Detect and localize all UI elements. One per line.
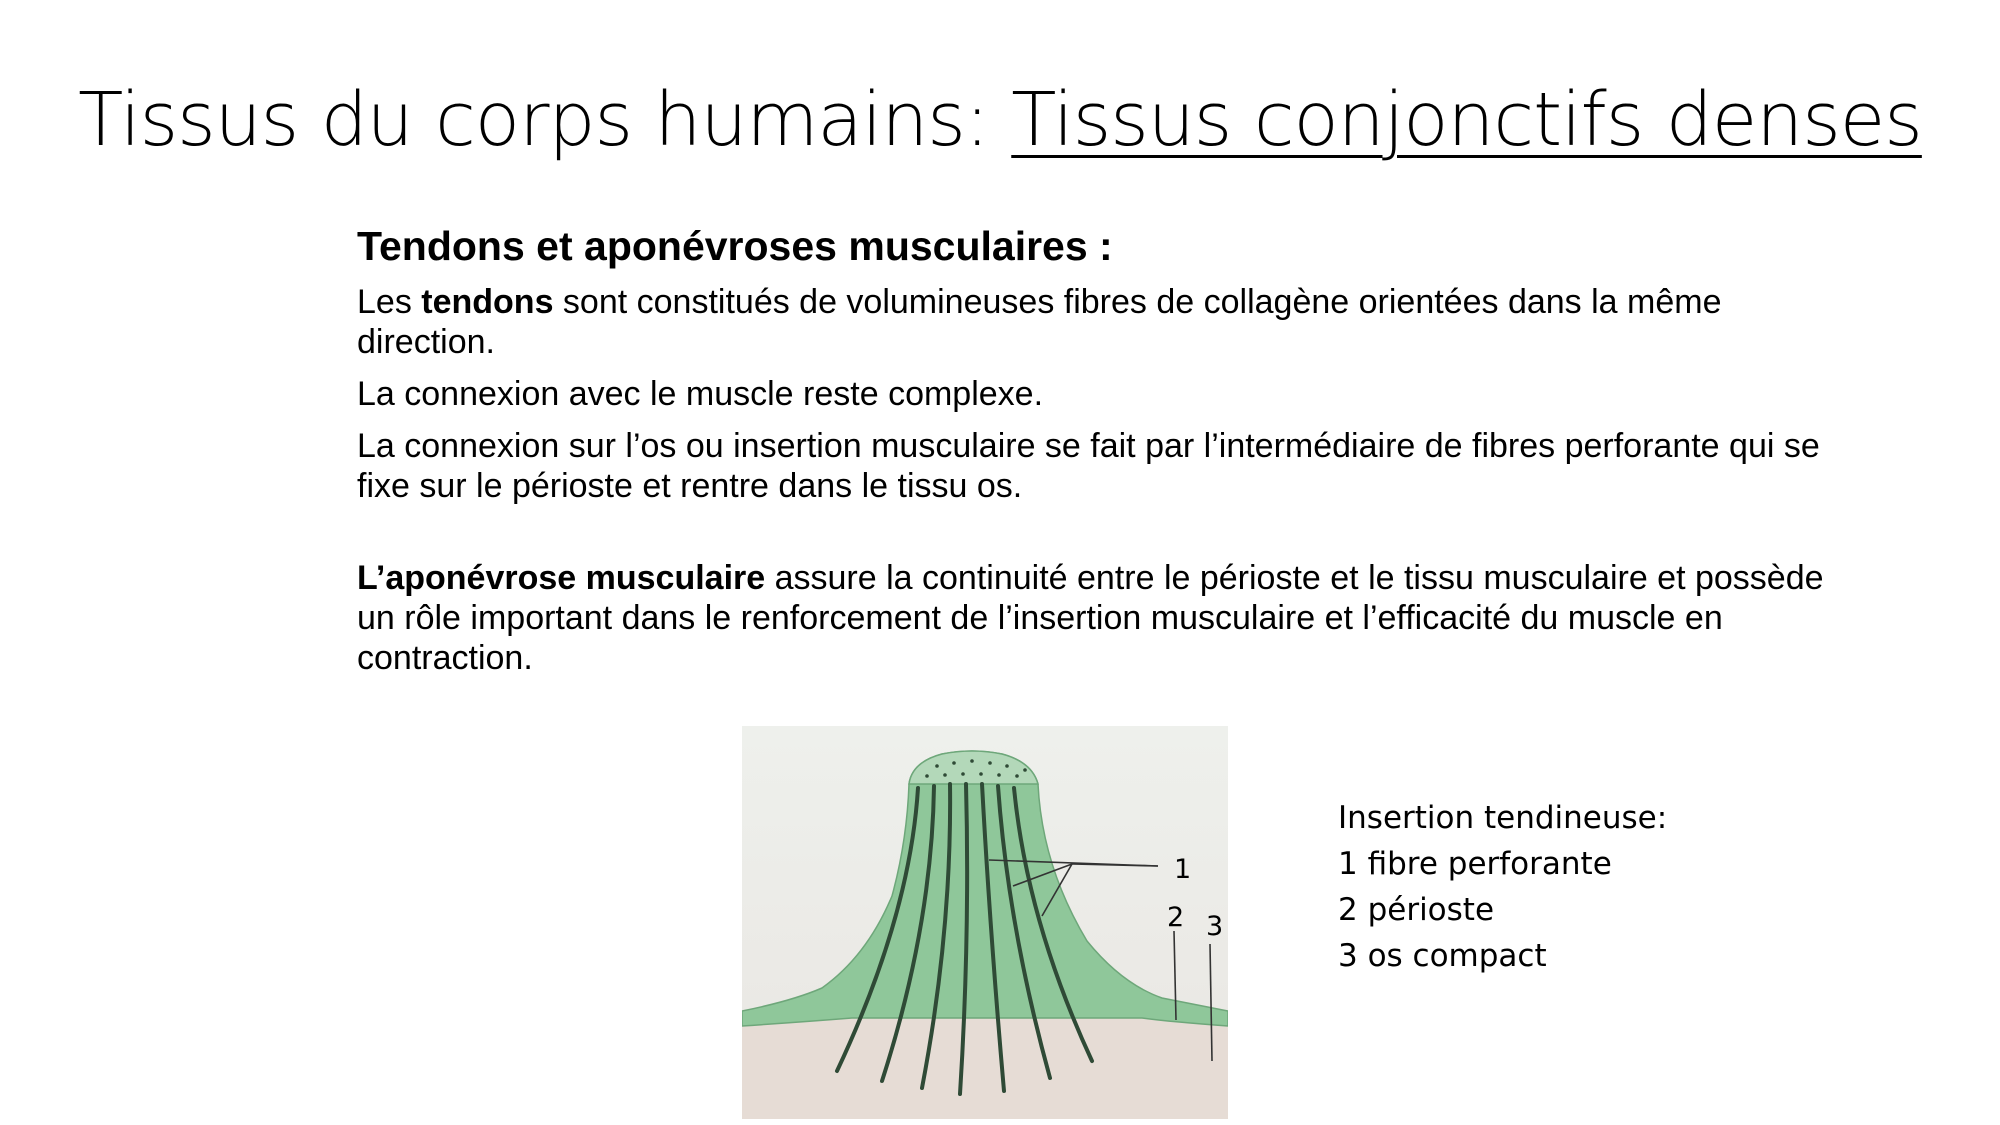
paragraph-aponeurosis: [357, 558, 1857, 678]
paragraph-tendons: [357, 282, 1857, 362]
paragraph-tendons-bold: tendons: [421, 283, 554, 321]
bone-area: [742, 1011, 1228, 1119]
paragraph-tendons-post: sont constitués de volumineuses fibres de collagène orientées dans la même direction.: [357, 283, 1722, 361]
paragraph-aponeurosis-post: assure la continuité entre le périoste et le tissu musculaire et possède un rôle important dans le renforcement de l’insertion musculaire et l’efficacité du muscle en contraction.: [357, 559, 1824, 677]
title-underlined: Tissus conjonctifs denses: [1011, 77, 1922, 163]
figure-legend: [1338, 795, 1667, 979]
figure-label-1: 1: [1174, 854, 1192, 885]
slide-title: [0, 72, 2000, 168]
tendon-insertion-figure: [742, 726, 1228, 1119]
legend-item-perioste: 2 périoste: [1338, 892, 1495, 928]
legend-title: Insertion tendineuse:: [1338, 800, 1668, 836]
legend-item-fibre-perforante: 1 fibre perforante: [1338, 846, 1612, 882]
paragraph-muscle-connection: La connexion avec le muscle reste complexe.: [357, 375, 1044, 413]
figure-label-3: 3: [1206, 911, 1224, 942]
figure-label-2: 2: [1167, 902, 1185, 933]
content-block: [357, 218, 1857, 690]
section-heading: Tendons et aponévroses musculaires :: [357, 223, 1113, 269]
paragraph-tendons-pre: Les: [357, 283, 422, 321]
legend-item-os-compact: 3 os compact: [1338, 938, 1547, 974]
title-prefix: Tissus du corps humains:: [78, 77, 1012, 163]
paragraph-aponeurosis-bold: L’aponévrose musculaire: [357, 559, 766, 597]
tendon-insertion-diagram: [742, 726, 1228, 1119]
paragraph-bone-connection: La connexion sur l’os ou insertion musculaire se fait par l’intermédiaire de fibres perforante qui se fixe sur le périoste et rentre dans le tissu os.: [357, 427, 1820, 505]
